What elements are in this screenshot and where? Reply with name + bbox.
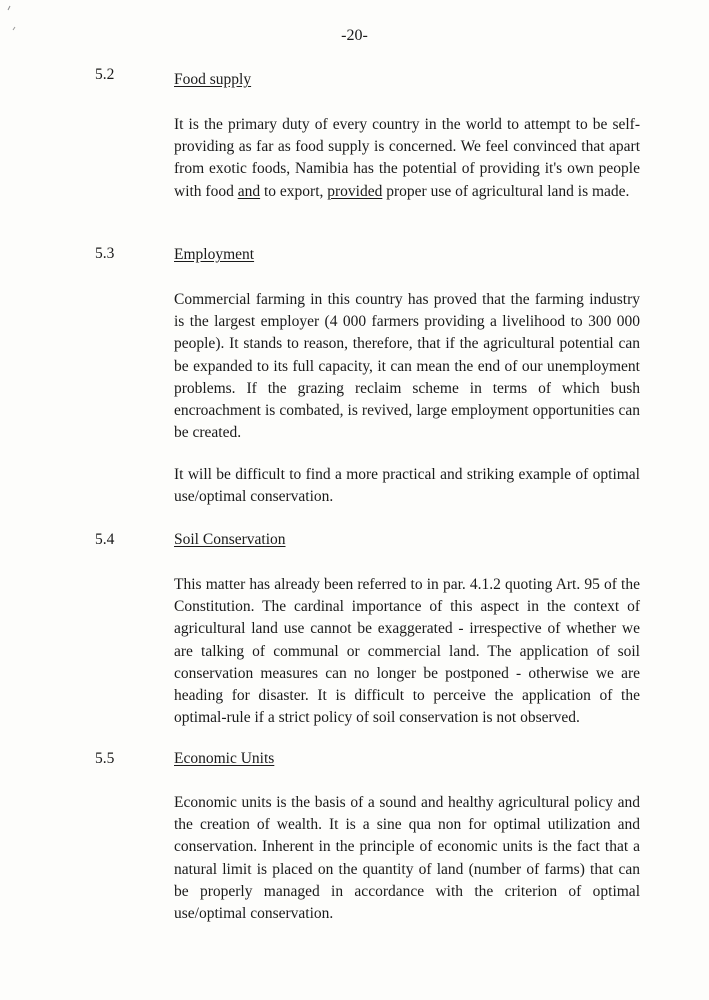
section-number-5-3: 5.3 <box>95 245 115 262</box>
section-number-5-5: 5.5 <box>95 750 115 767</box>
paragraph-soil-conservation: This matter has already been referred to in par. 4.1.2 quoting Art. 95 of the Constitution. The cardinal importance of this aspect in the context of agricultural land use cannot be exaggerated - irrespective of whether we are talking of communal or commercial land. The application of soil conservation measures can no longer be postponed - otherwise we are heading for disaster. It is difficult to perceive the application of the optimal-rule if a strict policy of soil conservation is not observed. <box>174 576 640 727</box>
paragraph-employment-1: Commercial farming in this country has proved that the farming industry is the largest employer (4 000 farmers providing a livelihood to 300 000 people). It stands to reason, therefore, that if the agricultural potential can be expanded to its full capacity, it can mean the end of our unemployment problems. If the grazing reclaim scheme in terms of which bush encroachment is combated, is revived, large employment opportunities can be created. <box>174 291 640 442</box>
section-heading-employment: Employment <box>174 246 255 263</box>
text-run: proper use of agricultural land is made. <box>382 182 630 200</box>
underlined-text: provided <box>327 182 383 200</box>
page-number: -20- <box>341 27 368 44</box>
text-run: to export, <box>260 182 328 200</box>
section-number-5-4: 5.4 <box>95 531 115 548</box>
section-number-5-2: 5.2 <box>95 66 115 83</box>
section-heading-food-supply: Food supply <box>174 71 252 88</box>
underlined-text: and <box>237 182 261 200</box>
section-heading-economic-units: Economic Units <box>174 750 275 767</box>
paragraph-economic-units: Economic units is the basis of a sound and healthy agricultural policy and the creation of wealth. It is a sine qua non for optimal utilization and conservation. Inherent in the principle of economic units is the fact that a natural limit is placed on the quantity of land (number of farms) that can be properly managed in accordance with the criterion of optimal use/optimal conservation. <box>174 794 640 923</box>
paragraph-food-supply <box>174 114 640 203</box>
paragraph-employment-2: It will be difficult to find a more practical and striking example of optimal use/optimal conservation. <box>174 466 640 506</box>
text-run: It is the primary duty of every country in the world to attempt to be self-providing as far as food supply is concerned. We feel convinced that apart from exotic foods, Namibia has the potential of providing it's own people with food <box>174 116 640 200</box>
section-heading-soil-conservation: Soil Conservation <box>174 531 286 548</box>
